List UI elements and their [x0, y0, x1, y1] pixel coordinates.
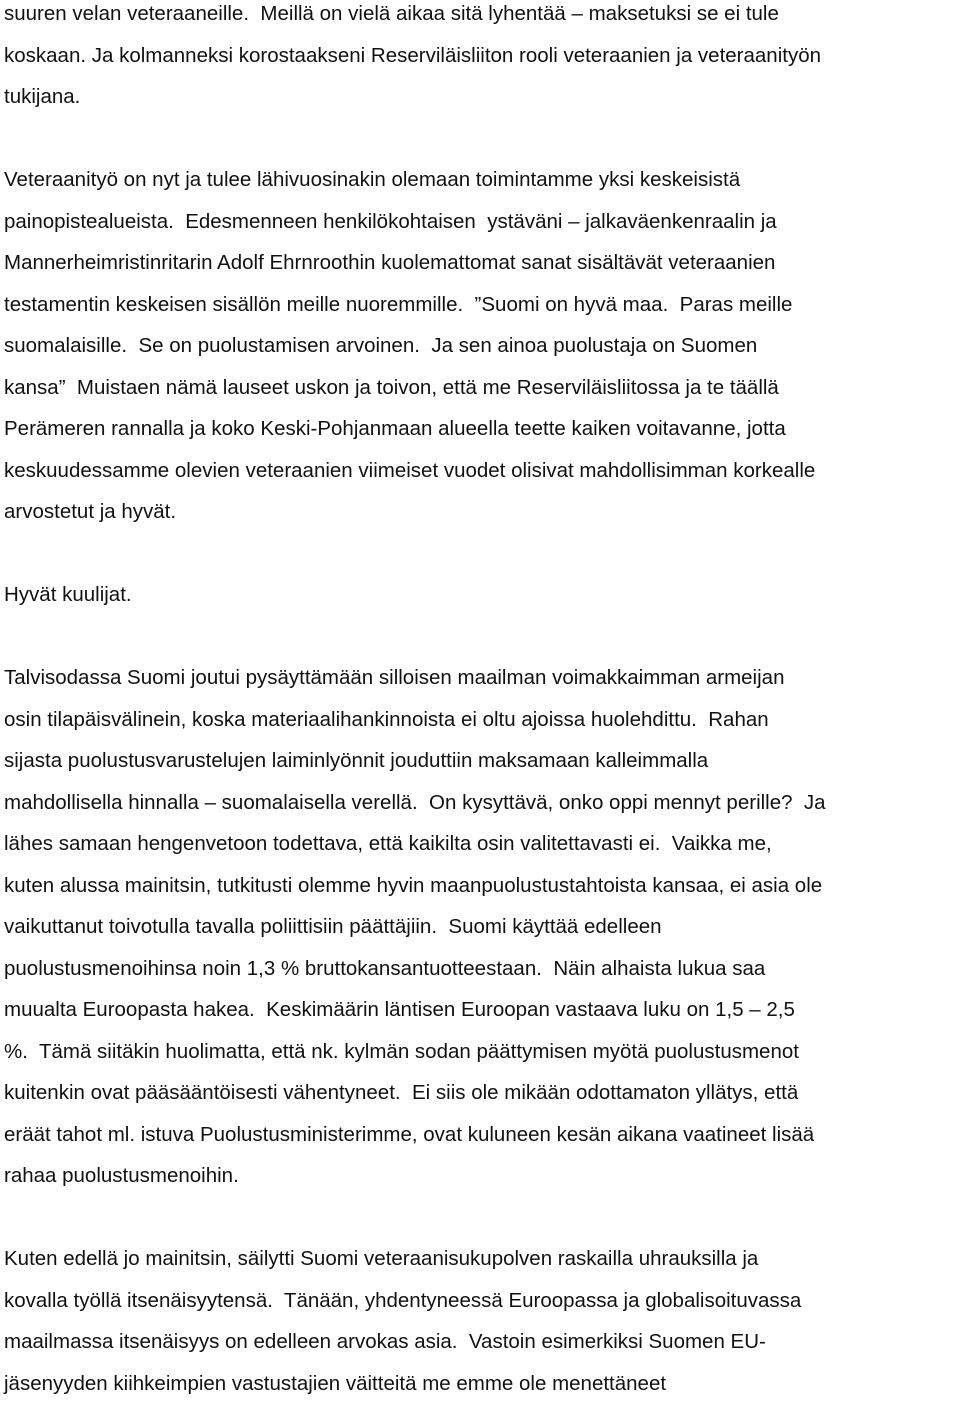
text-line: maailmassa itsenäisyys on edelleen arvokas asia. Vastoin esimerkiksi Suomen EU-: [4, 1321, 960, 1363]
text-line: jäsenyyden kiihkeimpien vastustajien väitteitä me emme ole menettäneet: [4, 1363, 960, 1404]
text-line: painopistealueista. Edesmenneen henkilökohtaisen ystäväni – jalkaväenkenraalin ja: [4, 201, 960, 243]
text-line: Talvisodassa Suomi joutui pysäyttämään silloisen maailman voimakkaimman armeijan: [4, 657, 960, 699]
text-line: kovalla työllä itsenäisyytensä. Tänään, yhdentyneessä Euroopassa ja globalisoituvassa: [4, 1280, 960, 1322]
text-line: Perämeren rannalla ja koko Keski-Pohjanmaan alueella teette kaiken voitavanne, jotta: [4, 408, 960, 450]
text-line: eräät tahot ml. istuva Puolustusministerimme, ovat kuluneen kesän aikana vaatineet lisää: [4, 1114, 960, 1156]
paragraph-gap: [4, 533, 960, 575]
text-line: muualta Euroopasta hakea. Keskimäärin läntisen Euroopan vastaava luku on 1,5 – 2,5: [4, 989, 960, 1031]
text-line: Mannerheimristinritarin Adolf Ehrnroothin kuolemattomat sanat sisältävät veteraanien: [4, 242, 960, 284]
text-line: vaikuttanut toivotulla tavalla poliittisiin päättäjiin. Suomi käyttää edelleen: [4, 906, 960, 948]
text-line: %. Tämä siitäkin huolimatta, että nk. kylmän sodan päättymisen myötä puolustusmenot: [4, 1031, 960, 1073]
document-page: [4, 0, 960, 1404]
text-line: kuitenkin ovat pääsääntöisesti vähentyneet. Ei siis ole mikään odottamaton yllätys, että: [4, 1072, 960, 1114]
text-line: Hyvät kuulijat.: [4, 574, 960, 616]
text-line: mahdollisella hinnalla – suomalaisella verellä. On kysyttävä, onko oppi mennyt perille? Ja: [4, 782, 960, 824]
text-line: Veteraanityö on nyt ja tulee lähivuosinakin olemaan toimintamme yksi keskeisistä: [4, 159, 960, 201]
text-line: arvostetut ja hyvät.: [4, 491, 960, 533]
text-line: osin tilapäisvälinein, koska materiaalihankinnoista ei oltu ajoissa huolehdittu. Rahan: [4, 699, 960, 741]
text-line: lähes samaan hengenvetoon todettava, että kaikilta osin valitettavasti ei. Vaikka me,: [4, 823, 960, 865]
paragraph-veteran-work: [4, 159, 960, 533]
text-line: koskaan. Ja kolmanneksi korostaakseni Reserviläisliiton rooli veteraanien ja veteraanityön: [4, 35, 960, 77]
text-line: rahaa puolustusmenoihin.: [4, 1155, 960, 1197]
text-line: kansa” Muistaen nämä lauseet uskon ja toivon, että me Reserviläisliitossa ja te täällä: [4, 367, 960, 409]
text-line: puolustusmenoihinsa noin 1,3 % bruttokansantuotteestaan. Näin alhaista lukua saa: [4, 948, 960, 990]
text-line: Kuten edellä jo mainitsin, säilytti Suomi veteraanisukupolven raskailla uhrauksilla ja: [4, 1238, 960, 1280]
paragraph-independence: [4, 1238, 960, 1404]
paragraph-veteran-debt: [4, 0, 960, 118]
text-line: keskuudessamme olevien veteraanien viimeiset vuodet olisivat mahdollisimman korkealle: [4, 450, 960, 492]
text-line: testamentin keskeisen sisällön meille nuoremmille. ”Suomi on hyvä maa. Paras meille: [4, 284, 960, 326]
paragraph-gap: [4, 1197, 960, 1239]
text-line: tukijana.: [4, 76, 960, 118]
paragraph-greeting: [4, 574, 960, 616]
text-line: sijasta puolustusvarustelujen laiminlyönnit jouduttiin maksamaan kalleimmalla: [4, 740, 960, 782]
text-line: suomalaisille. Se on puolustamisen arvoinen. Ja sen ainoa puolustaja on Suomen: [4, 325, 960, 367]
text-line: kuten alussa mainitsin, tutkitusti olemme hyvin maanpuolustustahtoista kansaa, ei asia ole: [4, 865, 960, 907]
paragraph-gap: [4, 118, 960, 160]
text-line: suuren velan veteraaneille. Meillä on vielä aikaa sitä lyhentää – maksetuksi se ei tule: [4, 0, 960, 35]
paragraph-gap: [4, 616, 960, 658]
paragraph-winter-war: [4, 657, 960, 1197]
